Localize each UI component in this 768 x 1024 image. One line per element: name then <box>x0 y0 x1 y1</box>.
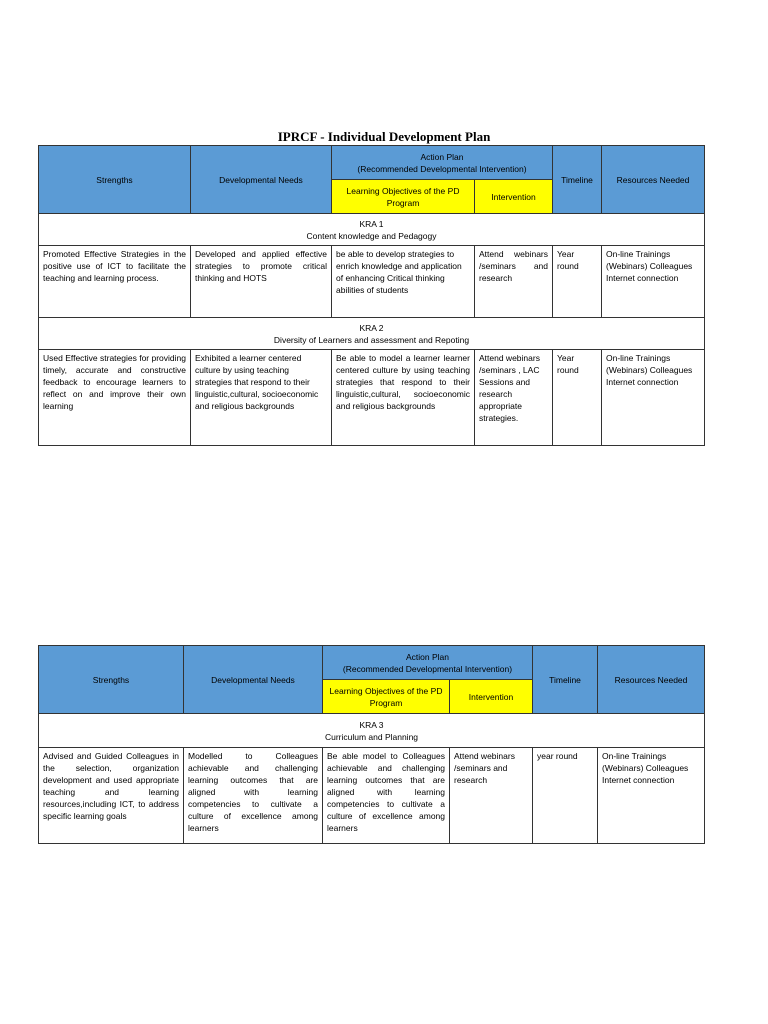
kra-1-resources: On-line Trainings (Webinars) Colleagues Internet connection <box>602 246 705 318</box>
header-developmental-needs: Developmental Needs <box>191 146 332 214</box>
action-plan-subtitle: (Recommended Developmental Intervention) <box>357 163 527 174</box>
kra-2-header <box>39 318 705 350</box>
kra-2-learning-objectives: Be able to model a learner learner centered culture by using teaching strategies that respond to their linguistic,cultural, socioeconomic and religious backgrounds <box>332 350 475 446</box>
kra-2-strengths: Used Effective strategies for providing timely, accurate and constructive feedback to encourage learners to reflect on and improve their own learning <box>39 350 191 446</box>
kra-3-learning-objectives: Be able model to Colleagues achievable and challenging learning outcomes that are aligned with learning competencies to cultivate a culture of excellence among learners <box>323 748 450 844</box>
kra-2-resources: On-line Trainings (Webinars) Colleagues Internet connection <box>602 350 705 446</box>
header-resources: Resources Needed <box>598 646 705 714</box>
header-resources: Resources Needed <box>602 146 705 214</box>
action-plan-title: Action Plan <box>406 651 449 662</box>
kra-2-timeline: Year round <box>553 350 602 446</box>
header-strengths: Strengths <box>39 646 184 714</box>
header-action-plan <box>323 646 533 680</box>
kra-1-title: KRA 1 <box>359 218 384 229</box>
action-plan-subtitle: (Recommended Developmental Intervention) <box>342 663 513 674</box>
header-action-plan <box>332 146 553 180</box>
header-learning-objectives: Learning Objectives of the PD Program <box>323 680 450 714</box>
kra-1-intervention: Attend webinars /seminars and research <box>475 246 553 318</box>
development-plan-table-2 <box>38 645 705 844</box>
header-strengths: Strengths <box>39 146 191 214</box>
header-learning-objectives: Learning Objectives of the PD Program <box>332 180 475 214</box>
kra-1-strengths: Promoted Effective Strategies in the positive use of ICT to facilitate the teaching and learning process. <box>39 246 191 318</box>
kra-1-developmental-needs: Developed and applied effective strategies to promote critical thinking and HOTS <box>191 246 332 318</box>
kra-3-intervention: Attend webinars /seminars and research <box>450 748 533 844</box>
kra-2-developmental-needs: Exhibited a learner centered culture by using teaching strategies that respond to their linguistic,cultural, socioeconomic and religious backgrounds <box>191 350 332 446</box>
header-timeline: Timeline <box>553 146 602 214</box>
development-plan-table-1 <box>38 145 705 446</box>
kra-3-header <box>39 714 705 748</box>
kra-3-subtitle: Curriculum and Planning <box>324 731 419 742</box>
kra-1-header <box>39 214 705 246</box>
kra-3-resources: On-line Trainings (Webinars) Colleagues Internet connection <box>598 748 705 844</box>
kra-2-subtitle: Diversity of Learners and assessment and Repoting <box>273 334 470 345</box>
kra-1-learning-objectives: be able to develop strategies to enrich knowledge and application of enhancing Critical thinking abilities of students <box>332 246 475 318</box>
header-developmental-needs: Developmental Needs <box>184 646 323 714</box>
kra-1-subtitle: Content knowledge and Pedagogy <box>306 230 437 241</box>
action-plan-title: Action Plan <box>420 151 464 162</box>
kra-3-title: KRA 3 <box>359 719 384 730</box>
header-intervention: Intervention <box>475 180 553 214</box>
kra-3-strengths: Advised and Guided Colleagues in the selection, organization development and used appropriate teaching and learning resources,including ICT, to address specific learning goals <box>39 748 184 844</box>
header-intervention: Intervention <box>450 680 533 714</box>
document-title: IPRCF - Individual Development Plan <box>277 129 491 144</box>
kra-1-timeline: Year round <box>553 246 602 318</box>
kra-3-timeline: year round <box>533 748 598 844</box>
header-timeline: Timeline <box>533 646 598 714</box>
kra-2-intervention: Attend webinars /seminars , LAC Sessions and research appropriate strategies. <box>475 350 553 446</box>
kra-2-title: KRA 2 <box>359 322 384 333</box>
kra-3-developmental-needs: Modelled to Colleagues achievable and challenging learning outcomes that are aligned with learning competencies to cultivate a culture of excellence among learners <box>184 748 323 844</box>
